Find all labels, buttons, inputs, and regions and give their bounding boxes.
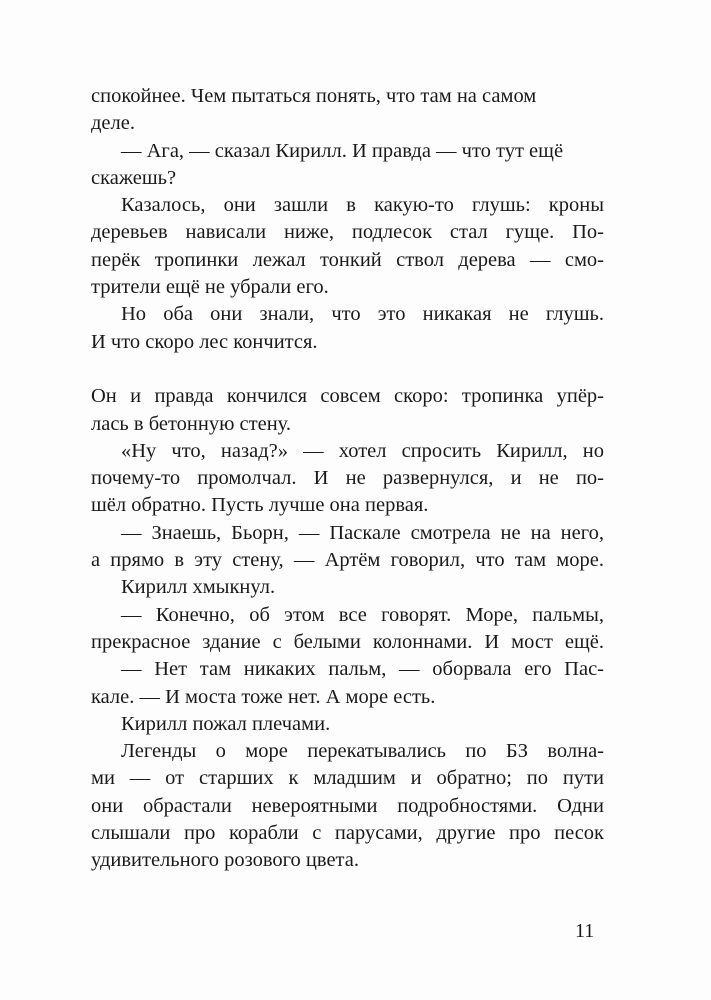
text-line: скажешь? bbox=[91, 166, 177, 189]
text-line: Но оба они знали, что это никакая не глушь. bbox=[121, 303, 604, 326]
text-line: удивительного розового цвета. bbox=[91, 849, 359, 872]
section-break bbox=[91, 356, 604, 383]
page-number: 11 bbox=[575, 920, 595, 942]
text-line: Кирилл пожал плечами. bbox=[121, 712, 331, 735]
text-line: — Конечно, об этом все говорят. Море, пальмы, bbox=[121, 603, 604, 626]
text-line: Кирилл хмыкнул. bbox=[121, 576, 276, 599]
text-line: лась в бетонную стену. bbox=[91, 412, 291, 435]
text-line: деле. bbox=[91, 112, 135, 135]
text-line: перёк тропинки лежал тонкий ствол дерева — смо- bbox=[91, 248, 604, 271]
text-line: трители ещё не убрали его. bbox=[91, 276, 329, 299]
text-line: кале. — И моста тоже нет. А море есть. bbox=[91, 685, 436, 708]
text-line: — Нет там никаких пальм, — оборвала его Пас- bbox=[121, 658, 604, 681]
text-line: слышали про корабли с парусами, другие про песок bbox=[91, 822, 604, 845]
text-line: прекрасное здание с белыми колоннами. И мост ещё. bbox=[91, 630, 604, 653]
text-line: — Знаешь, Бьорн, — Паскале смотрела не на него, bbox=[121, 521, 604, 544]
text-line: Казалось, они зашли в какую-то глушь: кроны bbox=[121, 194, 604, 217]
text-line: — Ага, — сказал Кирилл. И правда — что тут ещё bbox=[121, 139, 564, 162]
text-line: Легенды о море перекатывались по БЗ волна- bbox=[121, 740, 604, 763]
text-line: Он и правда кончился совсем скоро: тропинка упёр- bbox=[91, 385, 604, 408]
page-body bbox=[91, 83, 604, 875]
text-line: ми — от старших к младшим и обратно; по пути bbox=[91, 767, 604, 790]
text-line: а прямо в эту стену, — Артём говорил, что там море. bbox=[91, 549, 604, 572]
text-line: шёл обратно. Пусть лучше она первая. bbox=[91, 494, 429, 517]
text-line: деревьев нависали ниже, подлесок стал гуще. По- bbox=[91, 221, 604, 244]
text-line: почему-то промолчал. И не развернулся, и не по- bbox=[91, 467, 604, 490]
text-line: «Ну что, назад?» — хотел спросить Кирилл, но bbox=[121, 439, 604, 462]
text-line: спокойнее. Чем пытаться понять, что там на самом bbox=[91, 85, 537, 107]
text-line: они обрастали невероятными подробностями. Одни bbox=[91, 794, 604, 817]
text-line: И что скоро лес кончится. bbox=[91, 330, 318, 353]
